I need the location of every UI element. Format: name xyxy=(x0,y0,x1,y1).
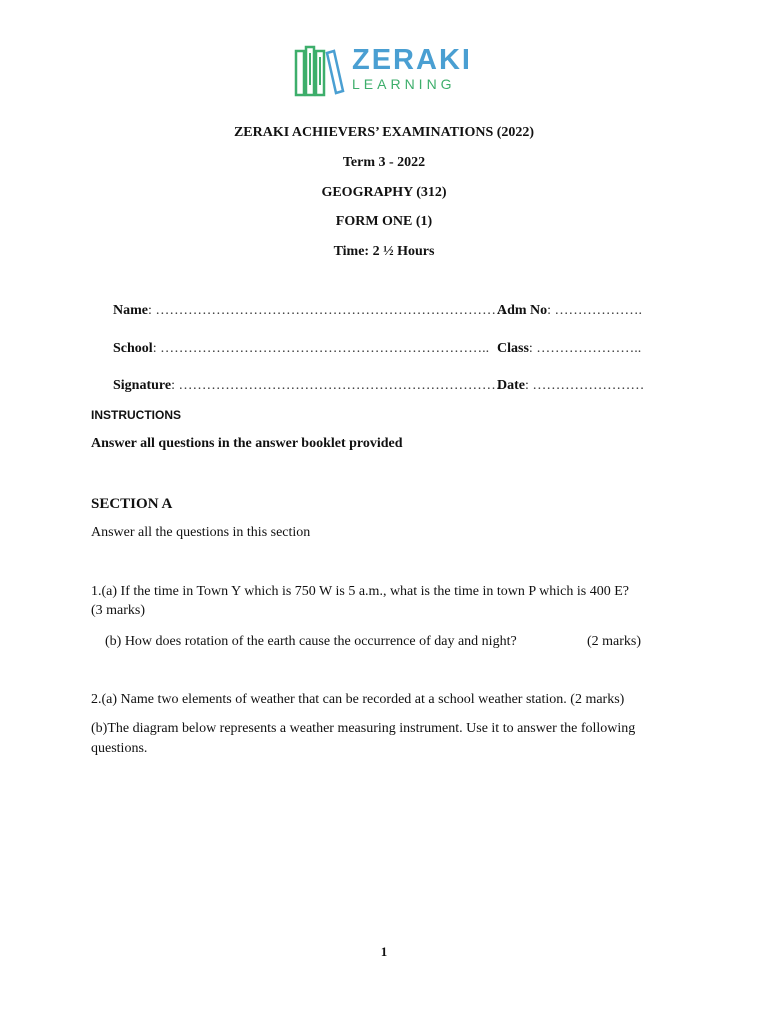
signature-line: : …………………………………………………………… xyxy=(171,378,501,393)
adm-no-label: Adm No xyxy=(497,303,548,318)
books-icon xyxy=(294,45,348,97)
question-1b-marks: (2 marks) xyxy=(587,634,642,649)
instructions-heading: INSTRUCTIONS xyxy=(91,408,181,422)
zeraki-logo xyxy=(294,45,476,97)
exam-time: Time: 2 ½ Hours xyxy=(333,244,435,259)
question-2b-cont: questions. xyxy=(91,741,148,756)
question-2b: (b)The diagram below represents a weather measuring instrument. Use it to answer the following xyxy=(91,721,636,736)
question-2a: 2.(a) Name two elements of weather that can be recorded at a school weather station. (2 marks) xyxy=(91,692,625,707)
school-line: : …………………………………………………………….. xyxy=(152,341,490,356)
name-field xyxy=(113,303,505,319)
question-1a-marks: (3 marks) xyxy=(91,603,146,618)
signature-label: Signature xyxy=(113,378,172,393)
date-line: : …………………… xyxy=(525,378,645,393)
question-1b: (b) How does rotation of the earth cause the occurrence of day and night? xyxy=(105,634,517,649)
page-number: 1 xyxy=(380,944,388,959)
exam-form: FORM ONE (1) xyxy=(335,214,433,229)
adm-no-field xyxy=(497,303,642,319)
exam-term: Term 3 - 2022 xyxy=(342,155,426,170)
question-1a: 1.(a) If the time in Town Y which is 750 W is 5 a.m., what is the time in town P which is 400 E? xyxy=(91,584,629,599)
date-label: Date xyxy=(497,378,525,393)
name-label: Name xyxy=(113,303,148,318)
signature-field xyxy=(113,378,500,394)
section-title: SECTION A xyxy=(91,496,173,512)
name-line: : ………………………………………………………………… xyxy=(148,303,506,318)
section-subtitle: Answer all the questions in this section xyxy=(91,525,311,540)
school-label: School xyxy=(113,341,153,356)
exam-title: ZERAKI ACHIEVERS’ EXAMINATIONS (2022) xyxy=(233,125,535,140)
exam-subject: GEOGRAPHY (312) xyxy=(321,185,447,200)
logo-tagline: LEARNING xyxy=(352,76,456,92)
class-label: Class xyxy=(497,341,529,356)
school-field xyxy=(113,341,489,357)
logo-wordmark: ZERAKI xyxy=(352,44,472,76)
date-field xyxy=(497,378,644,394)
class-field xyxy=(497,341,641,357)
class-line: : ………………….. xyxy=(528,341,642,356)
instructions-text: Answer all questions in the answer booklet provided xyxy=(91,436,403,451)
adm-no-line: : ………………. xyxy=(547,303,643,318)
